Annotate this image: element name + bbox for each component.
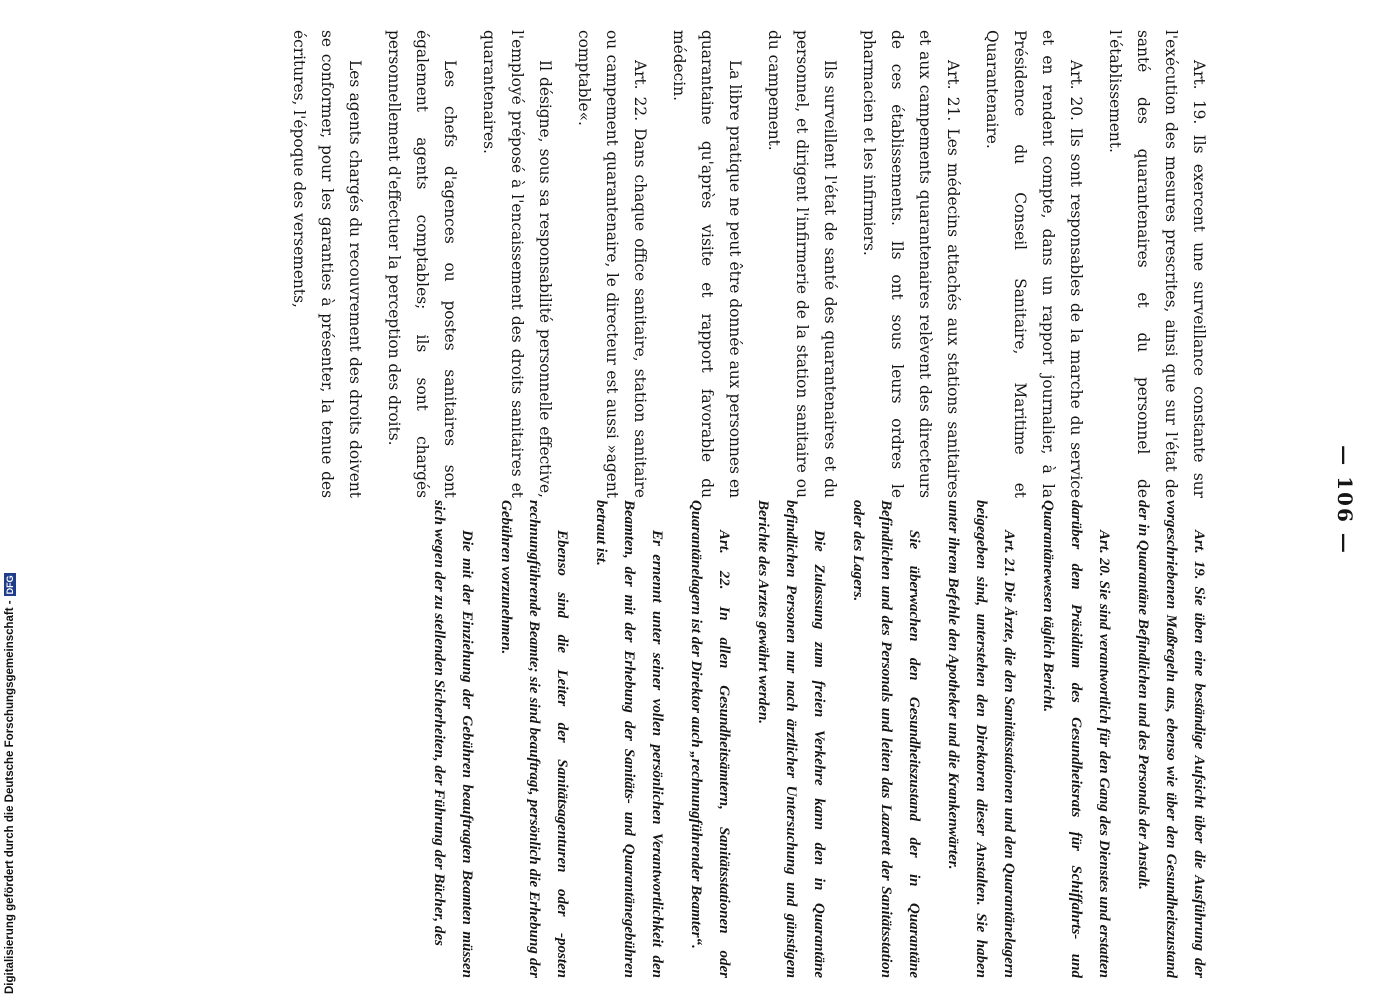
- french-paragraph: Les chefs d'agences ou postes sanitaires sont également agents comptables; ils sont chargés personnellement d'effectuer la perception des droits.: [385, 30, 459, 498]
- german-paragraph: Die mit der Einziehung der Gebühren beauftragten Beamten müssen sich wegen der zu stellenden Sicherheiten, der Führung der Bücher, des: [431, 500, 475, 978]
- german-paragraph: Die Zulassung zum freien Verkehre kann den in Quarantäne befindlichen Personen nur nach ärztlicher Untersuchung und günstigem Berichte des Arztes gewährt werden.: [755, 500, 827, 978]
- french-paragraph: Les agents chargés du recouvrement des droits doivent se conformer, pour les garanties à présenter, la tenue des écritures, l'époque des versements,: [290, 30, 364, 498]
- credit-text: Digitalisierung gefördert durch die Deutsche Forschungsgemeinschaft -: [4, 600, 16, 994]
- german-paragraph: Er ernennt unter seiner vollen persönlichen Verantwortlichkeit den Beamten, der mit der Erhebung der Sanitäts- und Quarantänegebühren betraut ist.: [593, 500, 665, 978]
- french-column: [53, 30, 1213, 498]
- german-paragraph: Art. 20. Sie sind verantwortlich für den Gang des Dienstes und erstatten darüber dem Präsidium des Gesundheitsrats für Schiffahrts- und Quarantänewesen täglich Bericht.: [1040, 500, 1112, 978]
- german-paragraph: Art. 21. Die Ärzte, die den Sanitätsstationen und den Quarantänelagern beigegeben sind, unterstehen den Direktoren dieser Anstalten. Sie haben unter ihrem Befehle den Apotheker und die Krankenwärter.: [945, 500, 1017, 978]
- german-paragraph: Ebenso sind die Leiter der Sanitätsagenturen oder -posten rechnungführende Beamte; sie sind beauftragt, persönlich die Erhebung der Gebühren vorzunehmen.: [498, 500, 570, 978]
- page-number: — 106 —: [1333, 445, 1357, 555]
- french-paragraph: Ils surveillent l'état de santé des quarantenaires et du personnel, et dirigent l'infirmerie de la station sanitaire ou du campement.: [765, 30, 839, 498]
- german-paragraph: Sie überwachen den Gesundheitszustand der in Quarantäne Befindlichen und des Personals und leiten das Lazarett der Sanitätsstation oder des Lagers.: [850, 500, 922, 978]
- german-paragraph: Art. 19. Sie üben eine beständige Aufsicht über die Ausführung der vorgeschriebenen Maßregeln aus, ebenso wie über den Gesundheitszustand der in Quarantäne Befindlichen und des Personals der Anstalt.: [1135, 500, 1207, 978]
- french-paragraph: Art. 19. Ils exercent une surveillance constante sur l'exécution des mesures prescrites, ainsi que sur l'état de santé des quarantenaires et du personnel de l'établissement.: [1106, 30, 1208, 498]
- dfg-logo-icon: DFG: [5, 575, 15, 595]
- german-column: [53, 500, 1213, 978]
- french-paragraph: La libre pratique ne peut être donnée aux personnes en quarantaine qu'après visite et rapport favorable du médecin.: [670, 30, 744, 498]
- digitization-credit: [0, 0, 20, 1000]
- german-paragraph: Art. 22. In allen Gesundheitsämtern, Sanitätsstationen oder Quarantänelagern ist der Direktor auch „rechnungführender Beamter“.: [688, 500, 732, 978]
- french-paragraph: Art. 20. Ils sont responsables de la marche du service et en rendent compte, dans un rapport journalier, à la Présidence du Conseil Sanitaire, Maritime et Quarantenaire.: [983, 30, 1085, 498]
- french-paragraph: Art. 22. Dans chaque office sanitaire, station sanitaire ou campement quarantenaire, le directeur est aussi »agent comptable«.: [575, 30, 649, 498]
- french-paragraph: Art. 21. Les médecins attachés aux stations sanitaires et aux campements quarantenaires relèvent des directeurs de ces établissements. Ils ont sous leurs ordres le pharmacien et les infirmiers.: [860, 30, 962, 498]
- french-paragraph: Il désigne, sous sa responsabilité personnelle effective, l'employé préposé à l'encaissement des droits sanitaires et quarantenaires.: [480, 30, 554, 498]
